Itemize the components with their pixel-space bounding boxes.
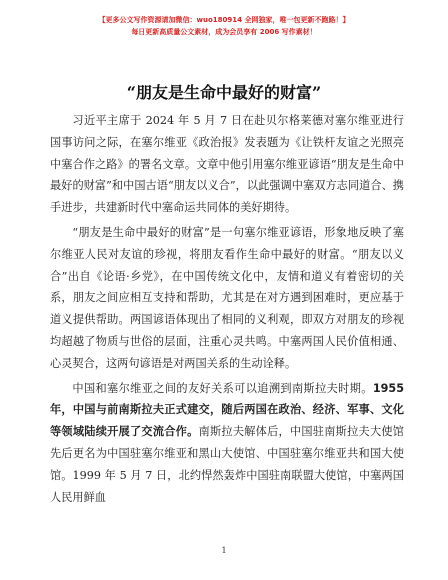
article-title: “朋友是生命中最好的财富” bbox=[126, 83, 322, 102]
paragraph-3-intro: 中国和塞尔维亚之间的友好关系可以追溯到南斯拉夫时期。 bbox=[72, 381, 373, 395]
paragraph-2: “朋友是生命中最好的财富”是一句塞尔维亚谚语，形象地反映了塞尔维亚人民对友谊的珍视，将朋友看作生命中最好的财富。“朋友以义合”出自《论语·乡党》，在中国传统文化中，友情和道义有着密切的关系，朋友之间应相互支持和帮助，尤其是在对方遇到困难时，更应基于道义提供帮助。两国谚语体现出了相同的义利观，即双方对朋友的珍视均超越了物质与世俗的层面，注重心灵共鸣。中塞两国人民价值相通、心灵契合，这两句谚语是对两国关系的生动诠释。 bbox=[50, 225, 404, 370]
paragraph-3-rest: 南斯拉夫解体后，中国驻南斯拉夫大使馆先后更名为中国驻塞尔维亚和黑山大使馆、中国驻塞尔维亚共和国大使馆。1999 年 5 月 7 日，北约悍然轰炸中国驻南联盟大使馆，中塞两国人民用鲜血 bbox=[50, 425, 404, 504]
article-body bbox=[50, 110, 404, 511]
page-number: 1 bbox=[221, 546, 227, 555]
paragraph-1: 习近平主席于 2024 年 5 月 7 日在赴贝尔格莱德对塞尔维亚进行国事访问之际，在塞尔维亚《政治报》发表题为《让铁杆友谊之光照亮中塞合作之路》的署名文章。文章中他引用塞尔维亚谚语“朋友是生命中最好的财富”和中国古语“朋友以义合”，以此强调中塞双方志同道合、携手进步，共建新时代中塞命运共同体的美好期待。 bbox=[50, 114, 404, 215]
promo-banner-line-1: 【更多公文写作资源请加微信：wuo180914 全网独家，唯一包更新不跑路！】 bbox=[98, 16, 350, 24]
promo-banner bbox=[0, 14, 448, 38]
paragraph-3 bbox=[50, 378, 404, 509]
promo-banner-line-2: 每日更新高质量公文素材，成为会员享有 2006 写作素材！ bbox=[131, 28, 317, 36]
paragraph-3-emphasis: 1955 年，中国与前南斯拉夫正式建交，随后两国在政治、经济、军事、文化等领域陆续开展了交流合作。 bbox=[50, 381, 404, 439]
